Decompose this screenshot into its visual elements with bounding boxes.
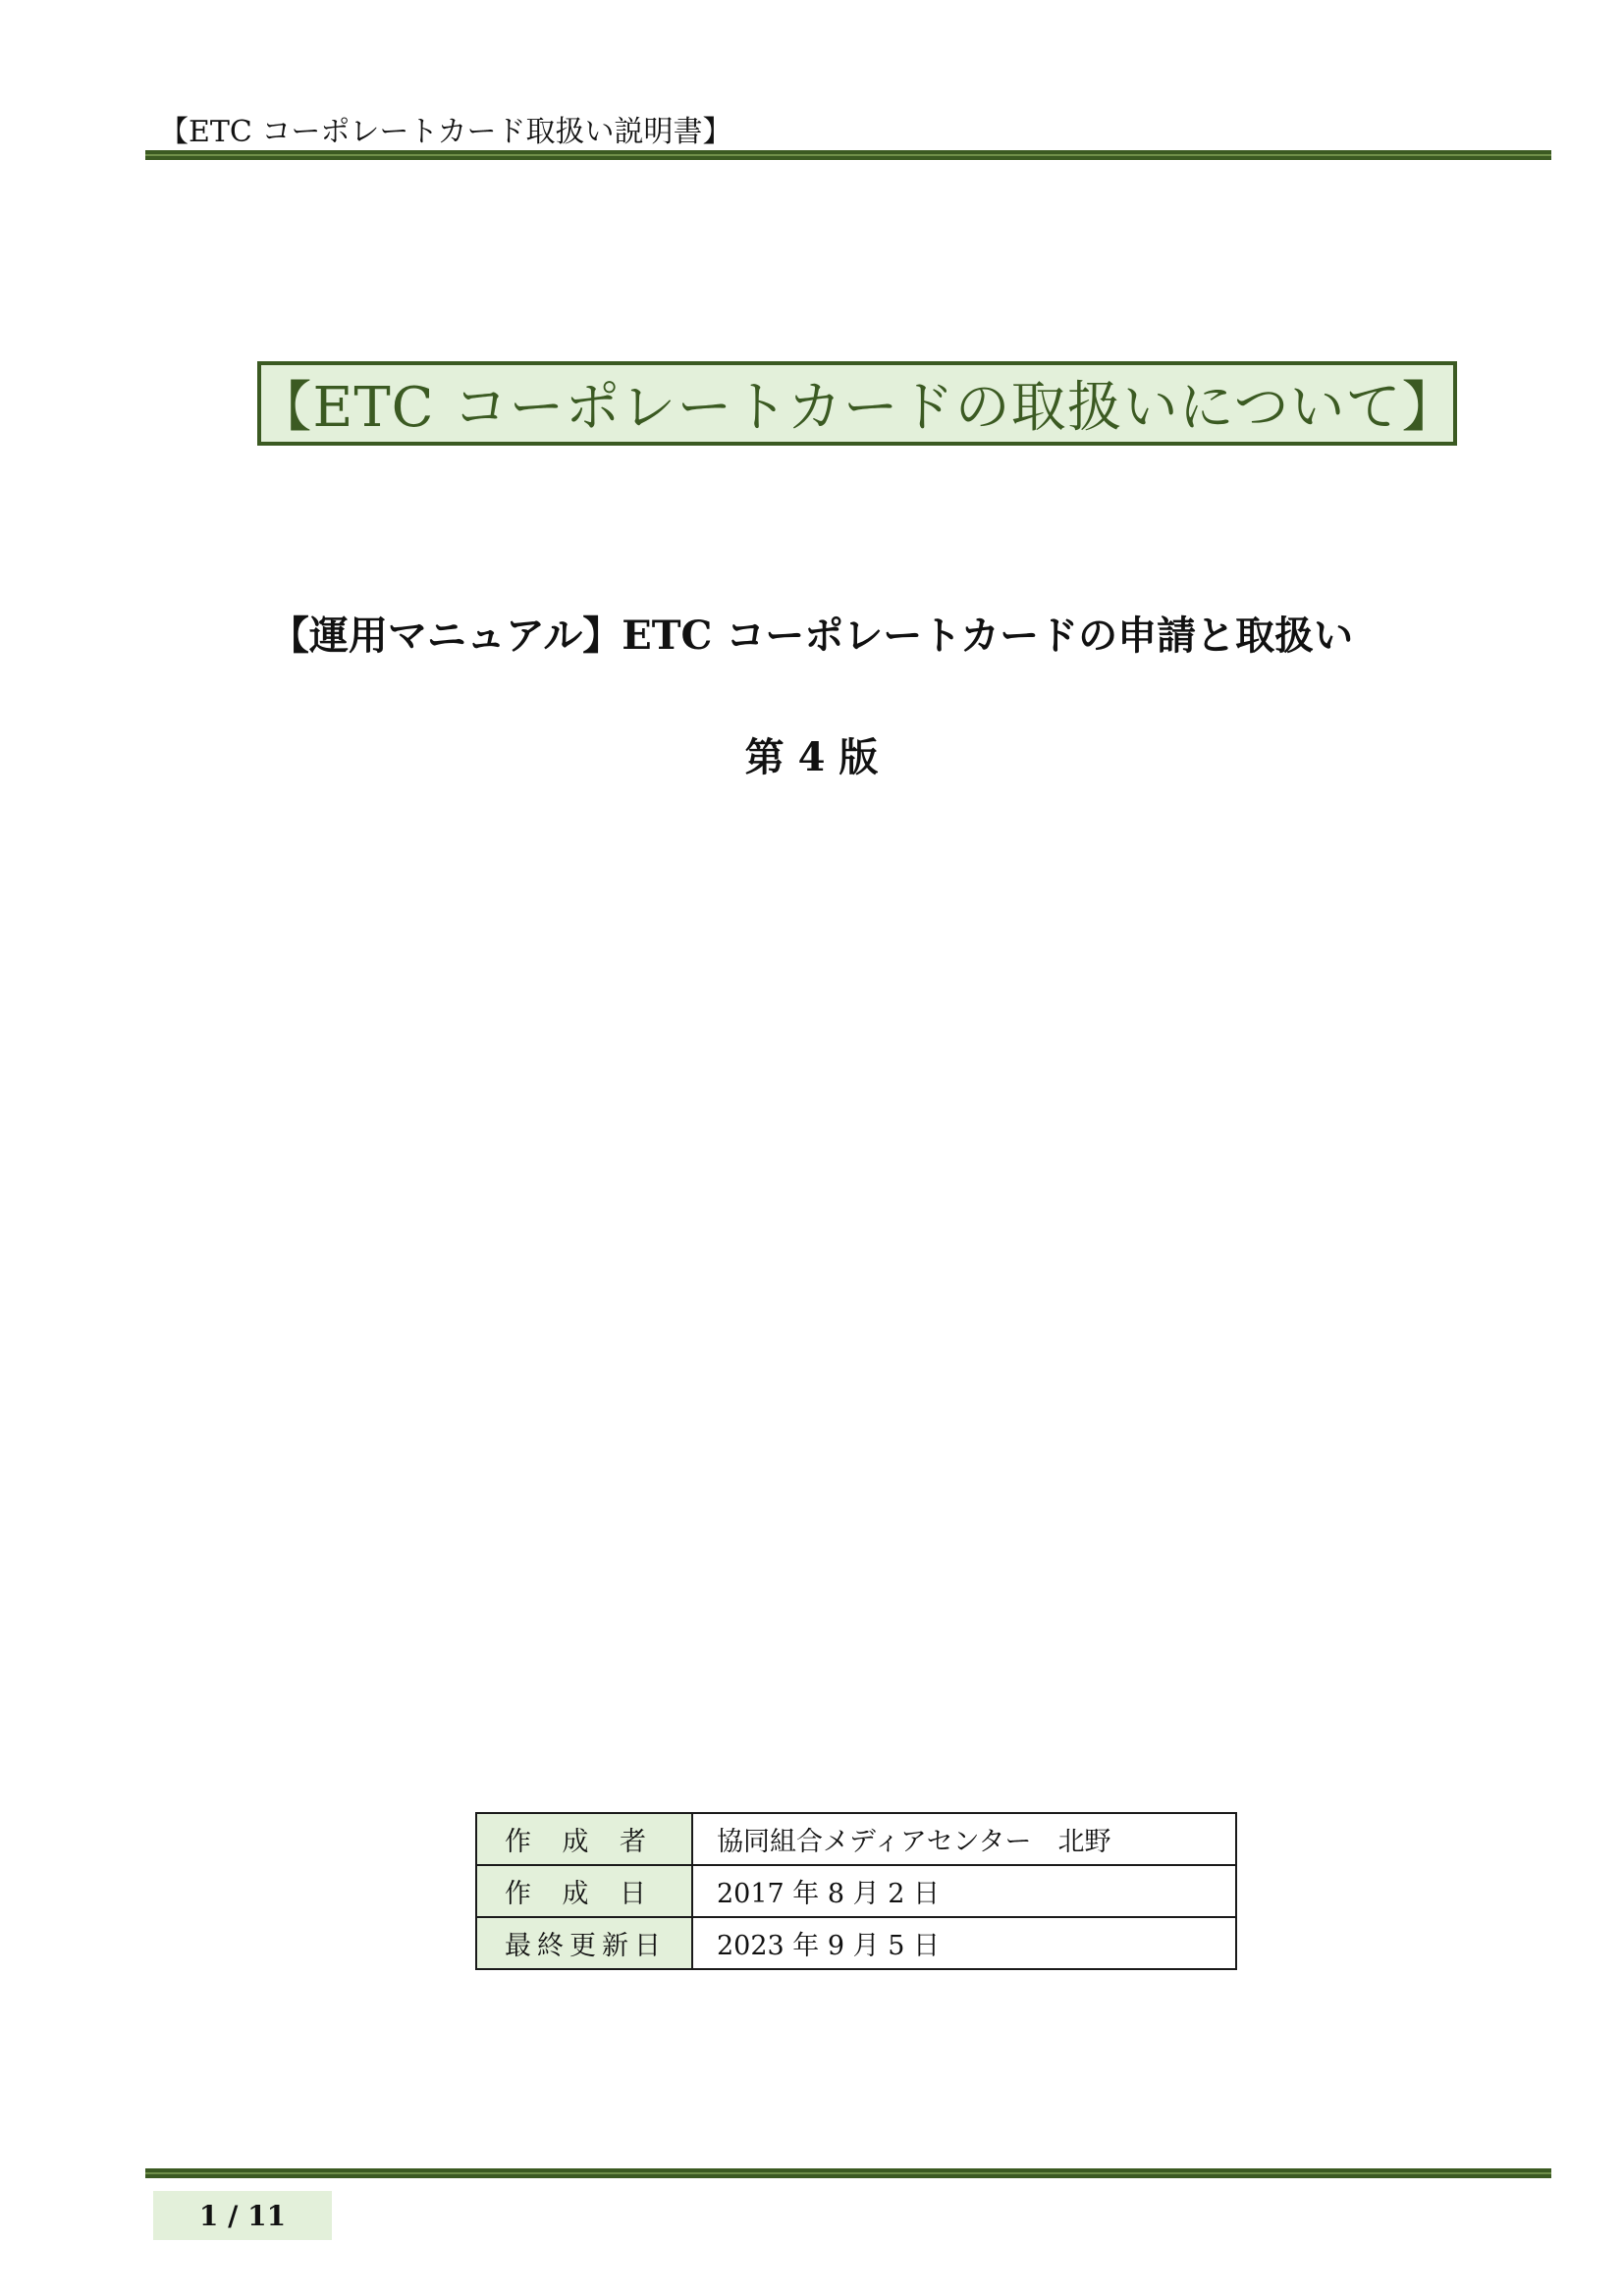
author-label-char: 作 [505,1827,537,1857]
document-subtitle: 【運用マニュアル】ETC コーポレートカードの申請と取扱い [269,613,1354,659]
created-label-char: 成 [562,1879,595,1909]
created-date-label [476,1865,692,1917]
updated-date-label: 最終更新日 [476,1917,692,1969]
title-box [257,361,1457,446]
header-text: 【ETC コーポレートカード取扱い説明書】 [159,115,732,149]
document-title: 【ETC コーポレートカードの取扱いについて】 [256,376,1458,440]
updated-date-value: 2023 年 9 月 5 日 [692,1917,1236,1969]
page-number: 1 / 11 [153,2191,332,2240]
created-label-char: 日 [620,1879,652,1909]
author-label-char: 成 [562,1827,595,1857]
table-row [476,1917,1236,1969]
author-label-char: 者 [620,1827,652,1857]
created-date-value: 2017 年 8 月 2 日 [692,1865,1236,1917]
header-rule [145,150,1551,160]
table-row [476,1865,1236,1917]
edition: 第 4 版 [744,734,879,780]
created-label-char: 作 [505,1879,537,1909]
info-table [475,1812,1237,1970]
table-row [476,1813,1236,1865]
author-label [476,1813,692,1865]
footer-rule [145,2168,1551,2178]
author-value: 協同組合メディアセンター 北野 [692,1813,1236,1865]
